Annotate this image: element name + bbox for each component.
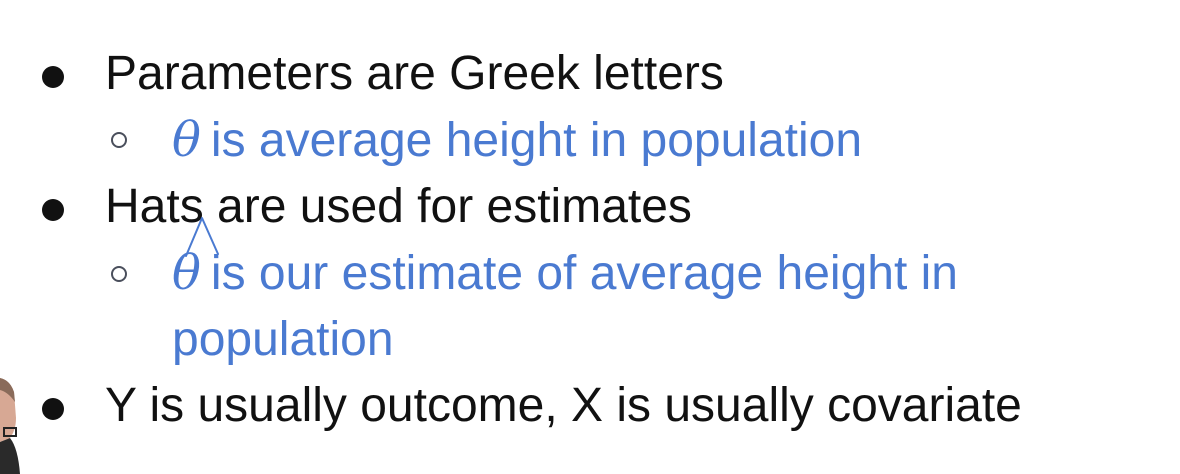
bullet-dot — [42, 398, 64, 420]
sub-bullet-2-1-line-2: population — [172, 313, 394, 366]
bullet-dot — [42, 66, 64, 88]
sub-bullet-1-1-line — [172, 112, 862, 169]
sub-bullet-2-1-text: is our estimate of average height in — [210, 247, 958, 300]
bullet-1-text: Parameters are Greek letters — [105, 47, 724, 100]
theta-symbol: θ — [172, 112, 201, 168]
bullet-2-text: Hats are used for estimates — [105, 180, 692, 233]
bullet-ring — [111, 266, 127, 282]
theta-hat-symbol: θ — [172, 245, 201, 301]
sub-bullet-2-1-line-1 — [172, 245, 958, 302]
presenter-video-thumbnail — [0, 368, 26, 474]
bullet-dot — [42, 199, 64, 221]
sub-bullet-1-1-text: is average height in population — [210, 114, 863, 167]
bullet-ring — [111, 132, 127, 148]
bullet-3-text: Y is usually outcome, X is usually covariate — [105, 379, 1022, 432]
